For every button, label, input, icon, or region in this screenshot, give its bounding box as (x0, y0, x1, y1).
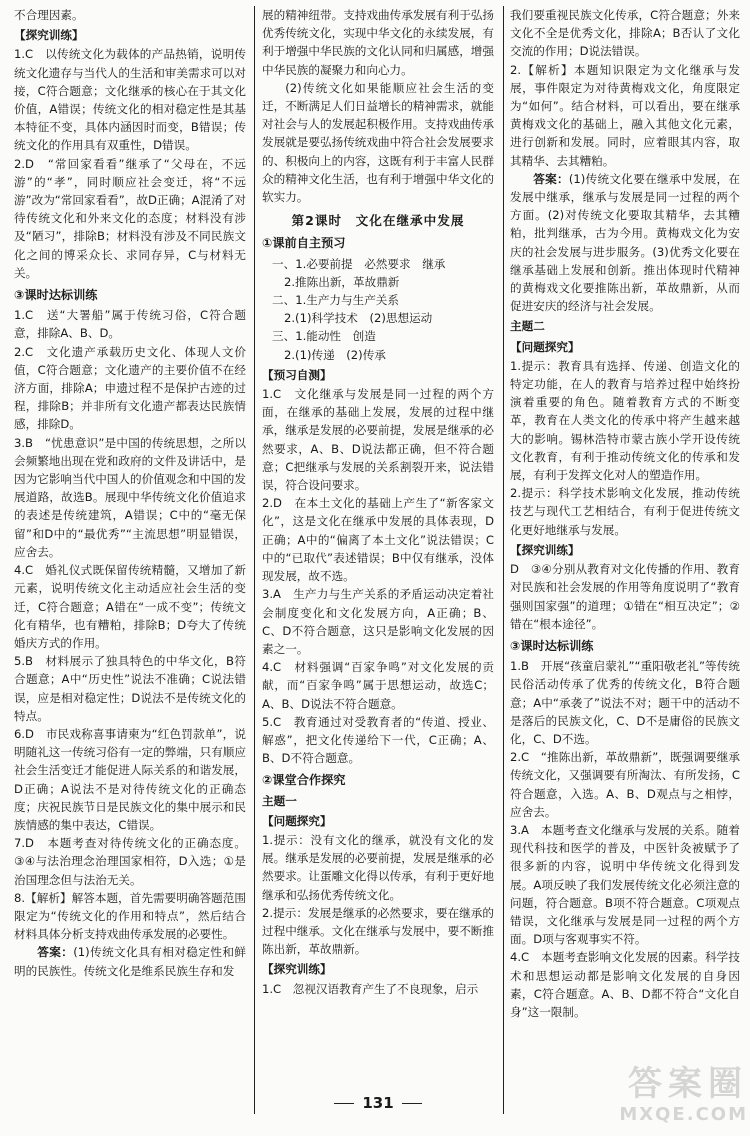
answer-paragraph: 8.【解析】解答本题，首先需要明确答题范围限定为“传统文化的作用和特点”，然后结合材料具体分析支持戏曲传承发展的必要性。 (14, 890, 246, 942)
section-bracket-heading: 主题二 (510, 319, 545, 334)
answer-paragraph: 2.D “常回家看看”继承了“父母在，不远游”的“孝”，同时顺应社会变迁，将“不远游”改为“常回家看看”，故D正确；A混淆了对待传统文化和外来文化的态度；材料没有涉及“陋习”，排除B；材料没有涉及不同民族文化之间的博采众长、求同存异，C与材料无关。 (14, 156, 246, 280)
answer-text: (1)传统文化具有相对稳定性和鲜明的民族性。传统文化是维系民族生存和发 (14, 945, 246, 978)
answer-paragraph: 1.B 开展“孩童启蒙礼”“重阳敬老礼”等传统民俗活动传承了优秀的传统文化，B符合题意；A中“承袭了”说法不对；题干中的活动不是落后的民族文化，C、D不是庸俗的民族文化，C、D不选。 (510, 659, 740, 746)
answer-paragraph: 7.D 本题考查对待传统文化的正确态度。③④与法治理念治理国家相符，D入选；①是治国理念但与法治无关。 (14, 836, 246, 887)
answer-paragraph: 2.提示：发展是继承的必然要求，要在继承的过程中继承。文化在继承与发展中，要不断推陈出新，革故鼎新。 (262, 905, 494, 957)
answer-paragraph: 1.C 以传统文化为载体的产品热销，说明传统文化遗存与当代人的生活和审美需求可以对接，C符合题意；文化继承的核心在于其文化价值，A错误；传统文化的相对稳定性是其基本特征不变，具体内涵因时而变，B错误；传统文化的作用具有双重性，D错误。 (14, 47, 246, 153)
outline-subitem: 2.推陈出新，革故鼎新 (284, 274, 400, 289)
answer-label: 答案： (37, 945, 74, 960)
answer-paragraph: 1.提示：没有文化的继承，就没有文化的发展。继承是发展的必要前提，发展是继承的必然要求。让蛋雕文化得以传承，有利于更好地继承和弘扬优秀传统文化。 (262, 832, 494, 902)
outline-item: 二、1.生产力与生产关系 (272, 293, 399, 308)
page-number: 131 (14, 1092, 742, 1114)
column-left (14, 6, 246, 1114)
answer-paragraph: 3.B “忧患意识”是中国的传统思想，之所以会频繁地出现在党和政府的文件及讲话中，是因为它影响当代中国人的价值观念和中国的发展道路，故选B。展现中华传统文化价值追求的表述是传统建筑，A错误；C中的“毫无保留”和D中的“最优秀”“主流思想”明显错误，应舍去。 (14, 435, 246, 559)
answer-paragraph: 3.A 本题考查文化继承与发展的关系。随着现代科技和医学的普及，中医针灸被赋予了很多新的内容，说明中华传统文化得到发展。A项反映了我们发展传统文化必须注意的问题，符合题意。B项不符合题意。C项观点错误，文化继承与发展是同一过程的两个方面。D项与客观事实不符。 (510, 822, 740, 947)
section-heading: ①课前自主预习 (262, 236, 346, 251)
answer-label: 答案： (533, 171, 569, 186)
answer-paragraph: 我们要重视民族文化传承，C符合题意；外来文化不全是优秀文化，排除A；B否认了文化交流的作用；D说法错误。 (510, 8, 740, 59)
answer-paragraph: 2.C “推陈出新，革故鼎新”，既强调要继承传统文化，又强调要有所淘汰、有所发扬，C符合题意，入选。A、B、D观点与之相悖，应舍去。 (510, 750, 740, 819)
column-divider (503, 6, 504, 1114)
column-right (510, 6, 740, 1114)
answer-paragraph: 5.B 材料展示了独具特色的中华文化，B符合题意；A中“历史性”说法不准确；C说法错误，应是相对稳定性；D说法不是传统文化的特点。 (14, 654, 246, 723)
watermark-logo (598, 1064, 748, 1134)
section-heading: ③课时达标训练 (14, 288, 98, 303)
answer-paragraph (510, 170, 740, 316)
section-bracket-heading: 【探究训练】 (14, 28, 84, 43)
answer-paragraph (14, 943, 246, 979)
watermark-url: MXQE.COM (619, 1104, 748, 1125)
answer-paragraph: 2.提示：科学技术影响文化发展，推动传统技艺与现代工艺相结合，有利于促进传统文化更好地继承与发展。 (510, 486, 740, 537)
section-bracket-heading: 主题一 (262, 793, 297, 808)
section-heading: ②课堂合作探究 (262, 773, 346, 788)
section-bracket-heading: 【问题探究】 (262, 813, 332, 828)
watermark-text: 答案圈 (628, 1064, 748, 1104)
outline-subitem: 2.(1)传递 (2)传承 (284, 347, 386, 362)
answer-paragraph: 不合理因素。 (14, 8, 84, 22)
answer-paragraph: 展的精神纽带。支持戏曲传承发展有利于弘扬优秀传统文化，实现中华文化的永续发展，有利于增强中华民族的文化认同和归属感，增强中华民族的凝聚力和向心力。 (262, 8, 494, 77)
answer-paragraph: D ③④分别从教育对文化传播的作用、教育对民族和社会发展的作用等角度说明了“教育强则国家强”的道理；①错在“相互决定”；②错在“根本途径”。 (510, 562, 740, 631)
section-bracket-heading: 【探究训练】 (262, 962, 332, 977)
section-heading: ③课时达标训练 (510, 638, 594, 653)
outline-subitem: 2.(1)科学技术 (2)思想运动 (284, 311, 433, 326)
section-bracket-heading: 【预习自测】 (262, 367, 332, 382)
answer-paragraph: 2.C 文化遗产承载历史文化、体现人文价值，C符合题意；文化遗产的主要价值不在经济方面，排除A；申遗过程不是保护古迹的过程，排除B；并非所有文化遗产都表达民族情感，排除D。 (14, 344, 246, 432)
answer-paragraph: 4.C 本题考查影响文化发展的因素。科学技术和思想运动都是影响文化发展的自身因素，C符合题意。A、B、D都不符合“文化自身”这一限制。 (510, 950, 740, 1019)
answer-page (14, 6, 742, 1114)
answer-text: (1)传统文化要在继承中发展，在发展中继承，继承与发展是同一过程的两个方面。(2)对传统文化要取其精华，去其糟粕，批判继承，古为今用。黄梅戏文化为安庆的社会发展与进步服务。(3)优秀文化要在继承基础上发展和创新。推出体现时代精神的黄梅戏文化要推陈出新，革故鼎新，从而促进安庆的经济与社会发展。 (510, 171, 740, 314)
answer-paragraph: 5.C 教育通过对受教育者的“传道、授业、解惑”，把文化传递给下一代，C正确；A、B、D不符合题意。 (262, 714, 494, 766)
answer-paragraph: 3.A 生产力与生产关系的矛盾运动决定着社会制度变化和文化发展方向，A正确；B、C、D不符合题意，这只是影响文化发展的因素之一。 (262, 587, 494, 656)
answer-paragraph: 1.C 送“大署船”属于传统习俗，C符合题意，排除A、B、D。 (14, 308, 246, 341)
answer-paragraph: 1.提示：教育具有选择、传递、创造文化的特定功能，在人的教育与培养过程中始终扮演着重要的角色。随着教育方式的不断变革，教育在人类文化的传承中将产生越来越大的影响。锡林浩特市蒙古族小学开设传统文化教育，有利于推动传统文化的传承和发展，有利于发挥文化对人的塑造作用。 (510, 358, 740, 483)
section-bracket-heading: 【探究训练】 (510, 542, 580, 557)
lesson-title: 第2课时 文化在继承中发展 (291, 213, 465, 229)
column-middle (262, 6, 494, 1114)
outline-item: 一、1.必要前提 必然要求 继承 (272, 256, 446, 271)
column-divider (254, 6, 255, 1114)
answer-paragraph: 2.D 在本土文化的基础上产生了“新客家文化”，这是文化在继承中发展的具体表现，D正确；A中的“偏离了本土文化”说法错误；C中的“已取代”表述错误；B中仅有继承，没体现发展，故不选。 (262, 496, 494, 584)
answer-paragraph: 4.C 婚礼仪式既保留传统精髓，又增加了新元素，说明传统文化主动适应社会生活的变迁，C符合题意；A错在“一成不变”；传统文化有精华，也有糟粕，排除B；D夸大了传统婚庆方式的作用。 (14, 563, 246, 650)
outline-item: 三、1.能动性 创造 (272, 329, 376, 344)
answer-paragraph: 1.C 文化继承与发展是同一过程的两个方面，在继承的基础上发展，发展的过程中继承，继承是发展的必要前提，发展是继承的必然要求，A、B、D说法都正确，但不符合题意；C把继承与发展的关系割裂开来，说法错误，符合设问要求。 (262, 387, 494, 493)
answer-paragraph: 4.C 材料强调“百家争鸣”对文化发展的贡献，而“百家争鸣”属于思想运动，故选C；A、B、D说法不符合题意。 (262, 660, 494, 711)
answer-paragraph: 1.C 忽视汉语教育产生了不良现象，启示 (262, 981, 479, 996)
answer-paragraph: 2.【解析】本题知识限定为文化继承与发展，事件限定为对待黄梅戏文化，角度限定为“如何”。结合材料，可以看出，要在继承黄梅戏文化的基础上，融入其他文化元素，进行创新和发展。同时，应着眼其内容，取其精华、去其糟粕。 (510, 62, 740, 168)
answer-paragraph: 6.D 市民戏称喜事请柬为“红色罚款单”，说明随礼这一传统习俗有一定的弊端，只有顺应社会生活变迁才能促进人际关系的和谐发展，D正确；A说法不是对待传统文化的正确态度；庆祝民族节日是民族文化的集中展示和民族情感的集中表达，C错误。 (14, 726, 246, 832)
answer-paragraph: (2)传统文化如果能顺应社会生活的变迁，不断满足人们日益增长的精神需求，就能对社会与人的发展起积极作用。支持戏曲传承发展就是要弘扬传统戏曲中符合社会发展要求的、积极向上的内容，这既有利于丰富人民群众的精神文化生活，也有利于增强中华文化的软实力。 (262, 80, 494, 205)
section-bracket-heading: 【问题探究】 (510, 339, 580, 354)
